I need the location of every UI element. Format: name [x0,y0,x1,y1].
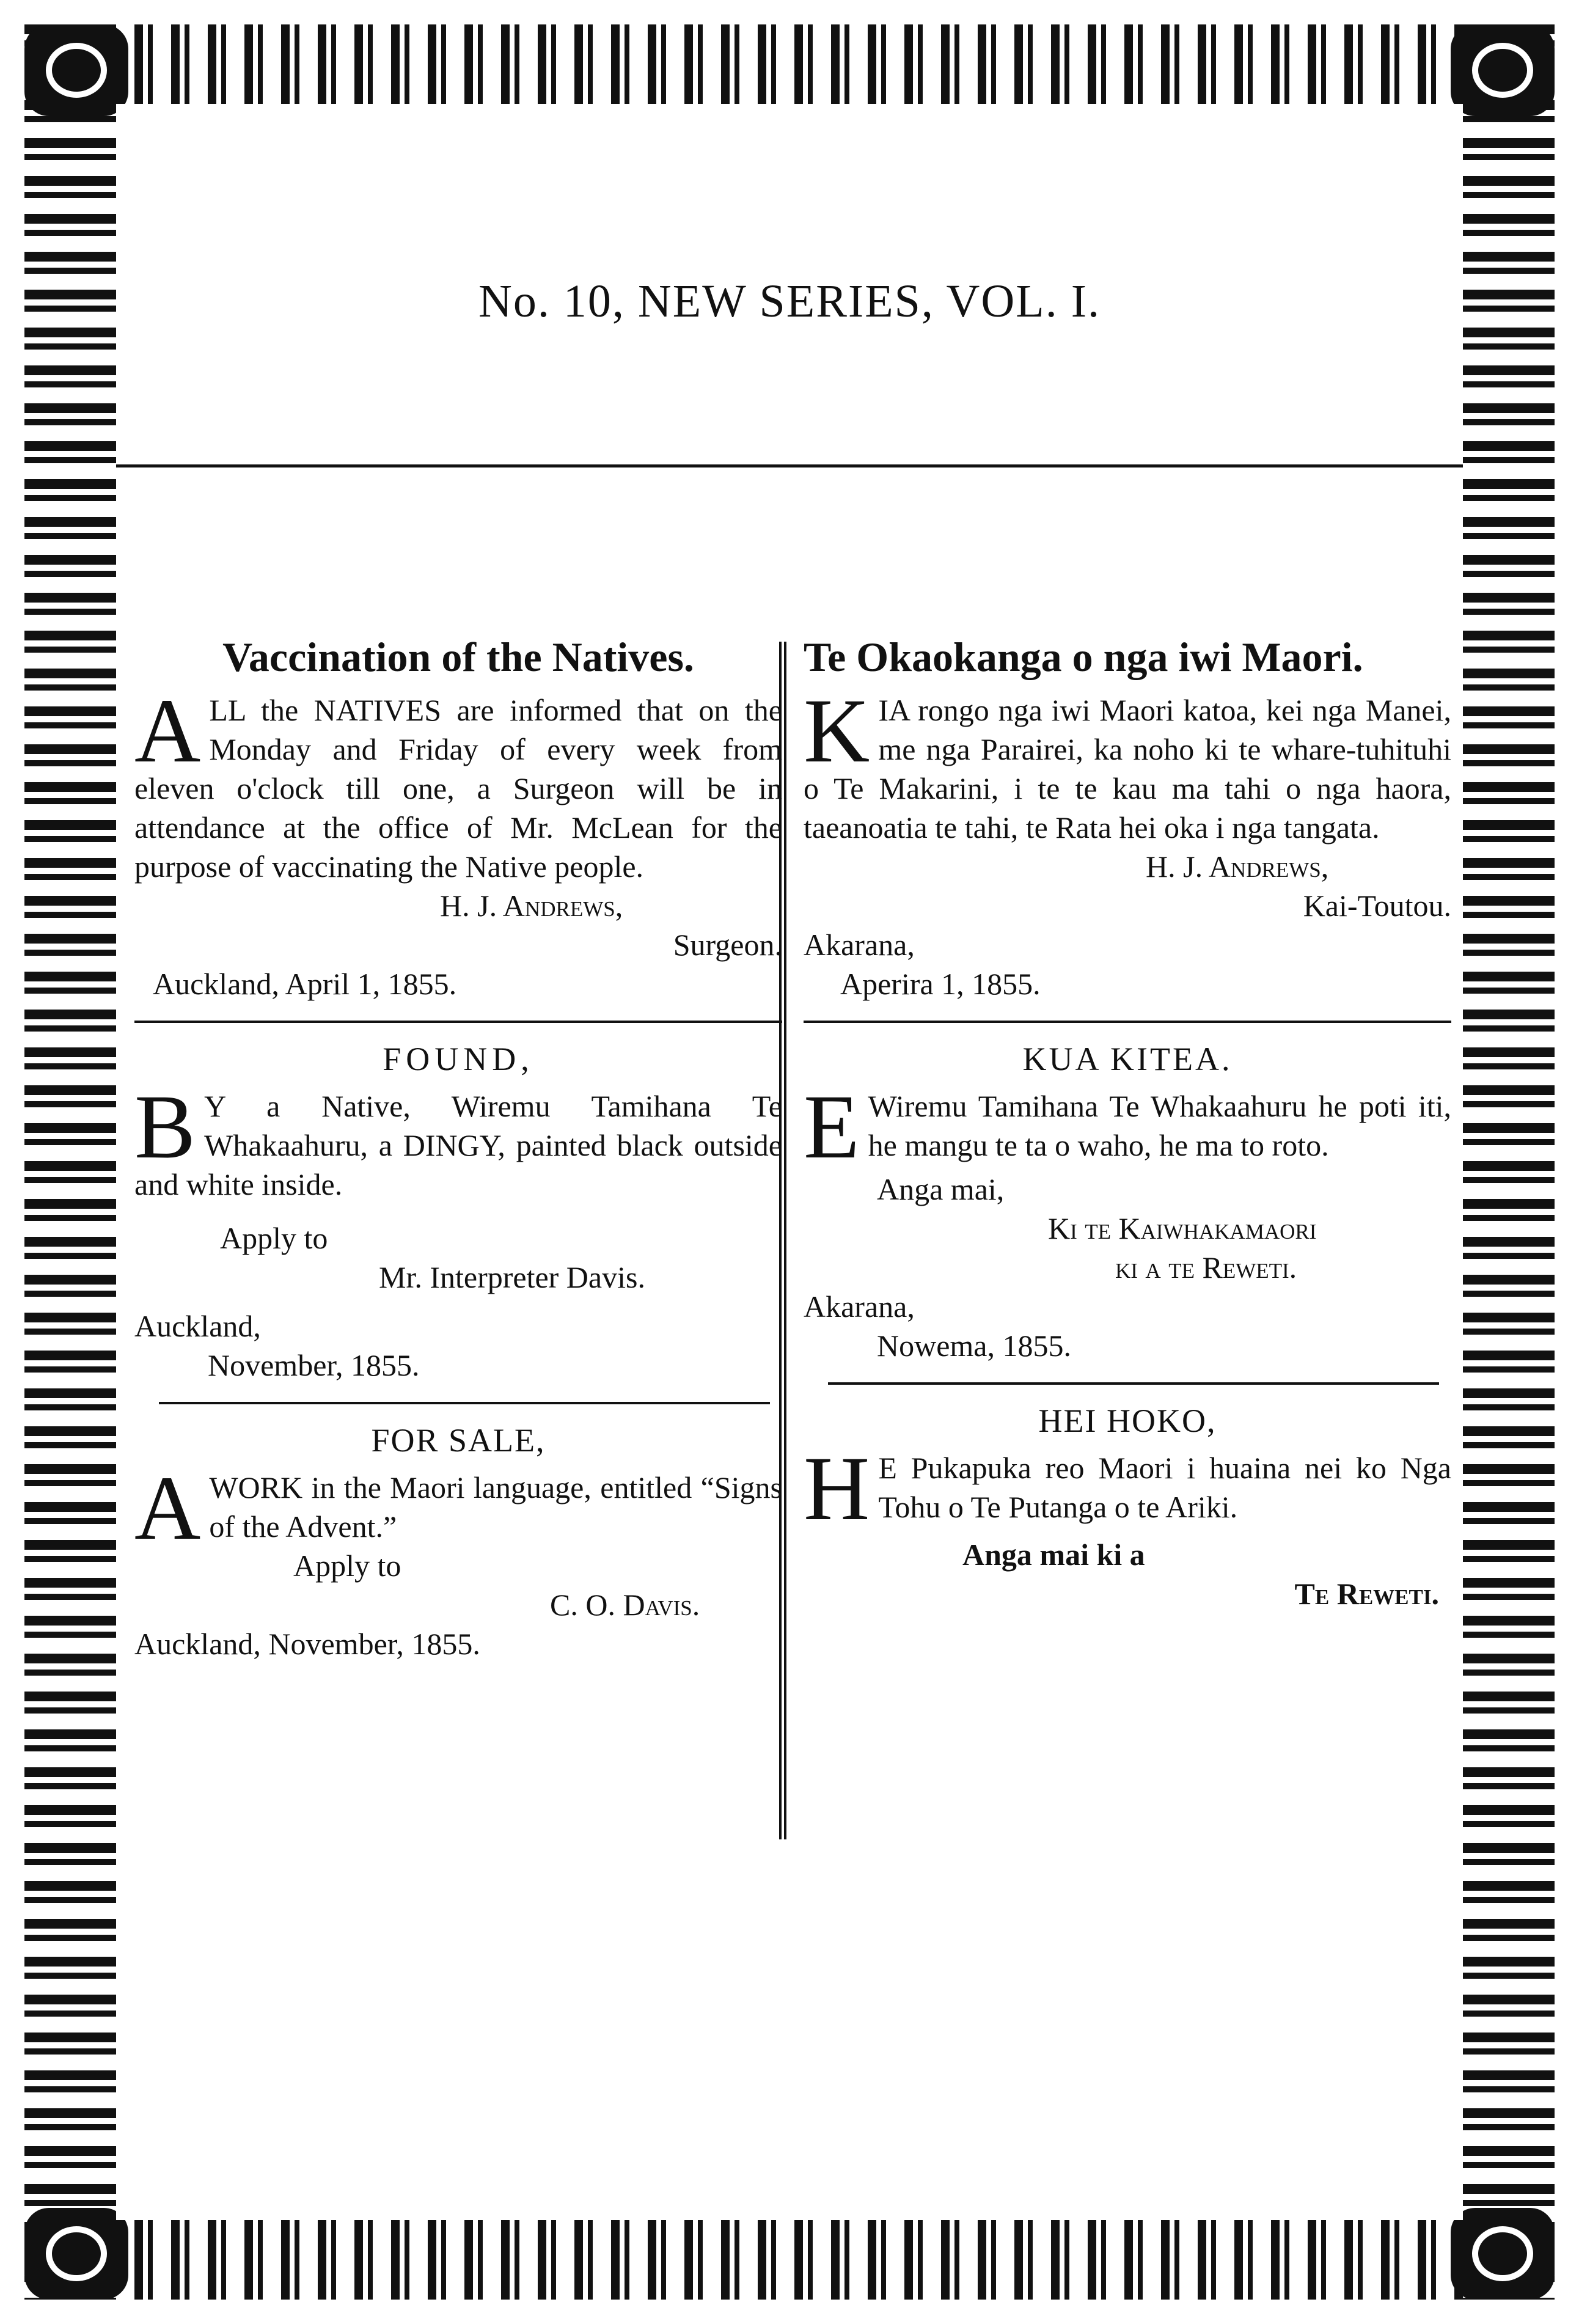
decorative-border-top [24,24,1555,104]
sale-notice-maori [804,1438,1451,1539]
sale-body-maori: E Pukapuka reo Maori i huaina nei ko Nga Tohu o Te Putanga o te Ariki. [878,1451,1451,1524]
column-english [134,629,782,1663]
vaccination-role-maori: Kai-Toutou. [1303,889,1451,923]
sale-body: WORK in the Maori language, entitled “Signs of the Advent.” [209,1470,782,1544]
found-notice [134,1076,782,1204]
vaccination-notice-maori [804,680,1451,847]
vaccination-place-date: Auckland, April 1, 1855. [153,967,457,1001]
dropcap: E [804,1076,860,1178]
vaccination-title: Vaccination of the Natives. [222,634,694,680]
sale-contact: C. O. Davis. [550,1588,700,1622]
vaccination-body: LL the NATIVES are informed that on the Monday and Friday of every week from eleven o'clock till one, a Surgeon will be in attendance at the office of Mr. McLean for the purpose of vaccinating the Native people. [134,693,782,884]
column-maori [804,629,1451,1613]
corner-ornament-top-left [24,24,128,116]
header-rule [116,464,1463,467]
dropcap: B [134,1076,196,1178]
dropcap: A [134,1457,201,1559]
decorative-border-bottom [24,2220,1555,2300]
corner-ornament-bottom-left [24,2208,128,2300]
vaccination-signer-maori: H. J. Andrews, [1146,849,1329,884]
found-contact-maori-1: Ki te Kaiwhakamaori [1048,1211,1317,1245]
sale-apply: Apply to [293,1549,401,1583]
sale-contact-maori: Te Reweti. [1294,1577,1439,1611]
sale-notice [134,1457,782,1559]
sale-title-maori: HEI HOKO, [1038,1402,1217,1439]
vaccination-body-maori: IA rongo nga iwi Maori katoa, kei nga Manei, me nga Parairei, ka noho ki te whare-tuhituhi o Te Makarini, i te te kau ma tahi o nga haora, taeanoatia te tahi, te Rata hei oka i nga tangata. [804,693,1451,845]
found-notice-maori [804,1076,1451,1178]
decorative-border-left [24,24,116,2300]
section-rule [804,1021,1451,1023]
vaccination-title-maori: Te Okaokanga o nga iwi Maori. [804,634,1363,680]
corner-ornament-bottom-right [1451,2208,1555,2300]
found-contact: Mr. Interpreter Davis. [379,1260,645,1294]
found-place-maori: Akarana, [804,1289,915,1324]
found-place: Auckland, [134,1309,261,1343]
found-title: FOUND, [383,1041,534,1077]
vaccination-place-maori: Akarana, [804,928,915,962]
found-title-maori: KUA KITEA. [1022,1041,1233,1077]
masthead: No. 10, NEW SERIES, VOL. I. [478,276,1101,327]
sale-title: FOR SALE, [371,1422,546,1459]
found-apply-maori: Anga mai, [877,1172,1005,1206]
page [116,104,1463,2220]
found-apply: Apply to [220,1221,328,1255]
found-contact-maori-2: ki a te Reweti. [1115,1250,1297,1285]
dropcap: H [804,1438,870,1539]
section-rule [159,1402,770,1404]
vaccination-notice [134,680,782,886]
vaccination-role: Surgeon. [673,928,782,962]
found-date: November, 1855. [208,1348,420,1382]
vaccination-date-maori: Aperira 1, 1855. [840,967,1041,1001]
corner-ornament-top-right [1451,24,1555,116]
found-body-maori: Wiremu Tamihana Te Whakaahuru he poti iti, he mangu te ta o waho, he ma to roto. [868,1089,1451,1162]
dropcap: K [804,680,870,782]
decorative-border-right [1463,24,1555,2300]
vaccination-signer: H. J. Andrews, [440,889,623,923]
sale-place-date: Auckland, November, 1855. [134,1627,480,1661]
found-date-maori: Nowema, 1855. [877,1329,1071,1363]
section-rule [134,1021,782,1023]
dropcap: A [134,680,201,782]
sale-apply-maori: Anga mai ki a [962,1538,1145,1572]
found-body: Y a Native, Wiremu Tamihana Te Whakaahuru, a DINGY, painted black outside and white inside. [134,1089,782,1201]
section-rule [828,1382,1439,1385]
